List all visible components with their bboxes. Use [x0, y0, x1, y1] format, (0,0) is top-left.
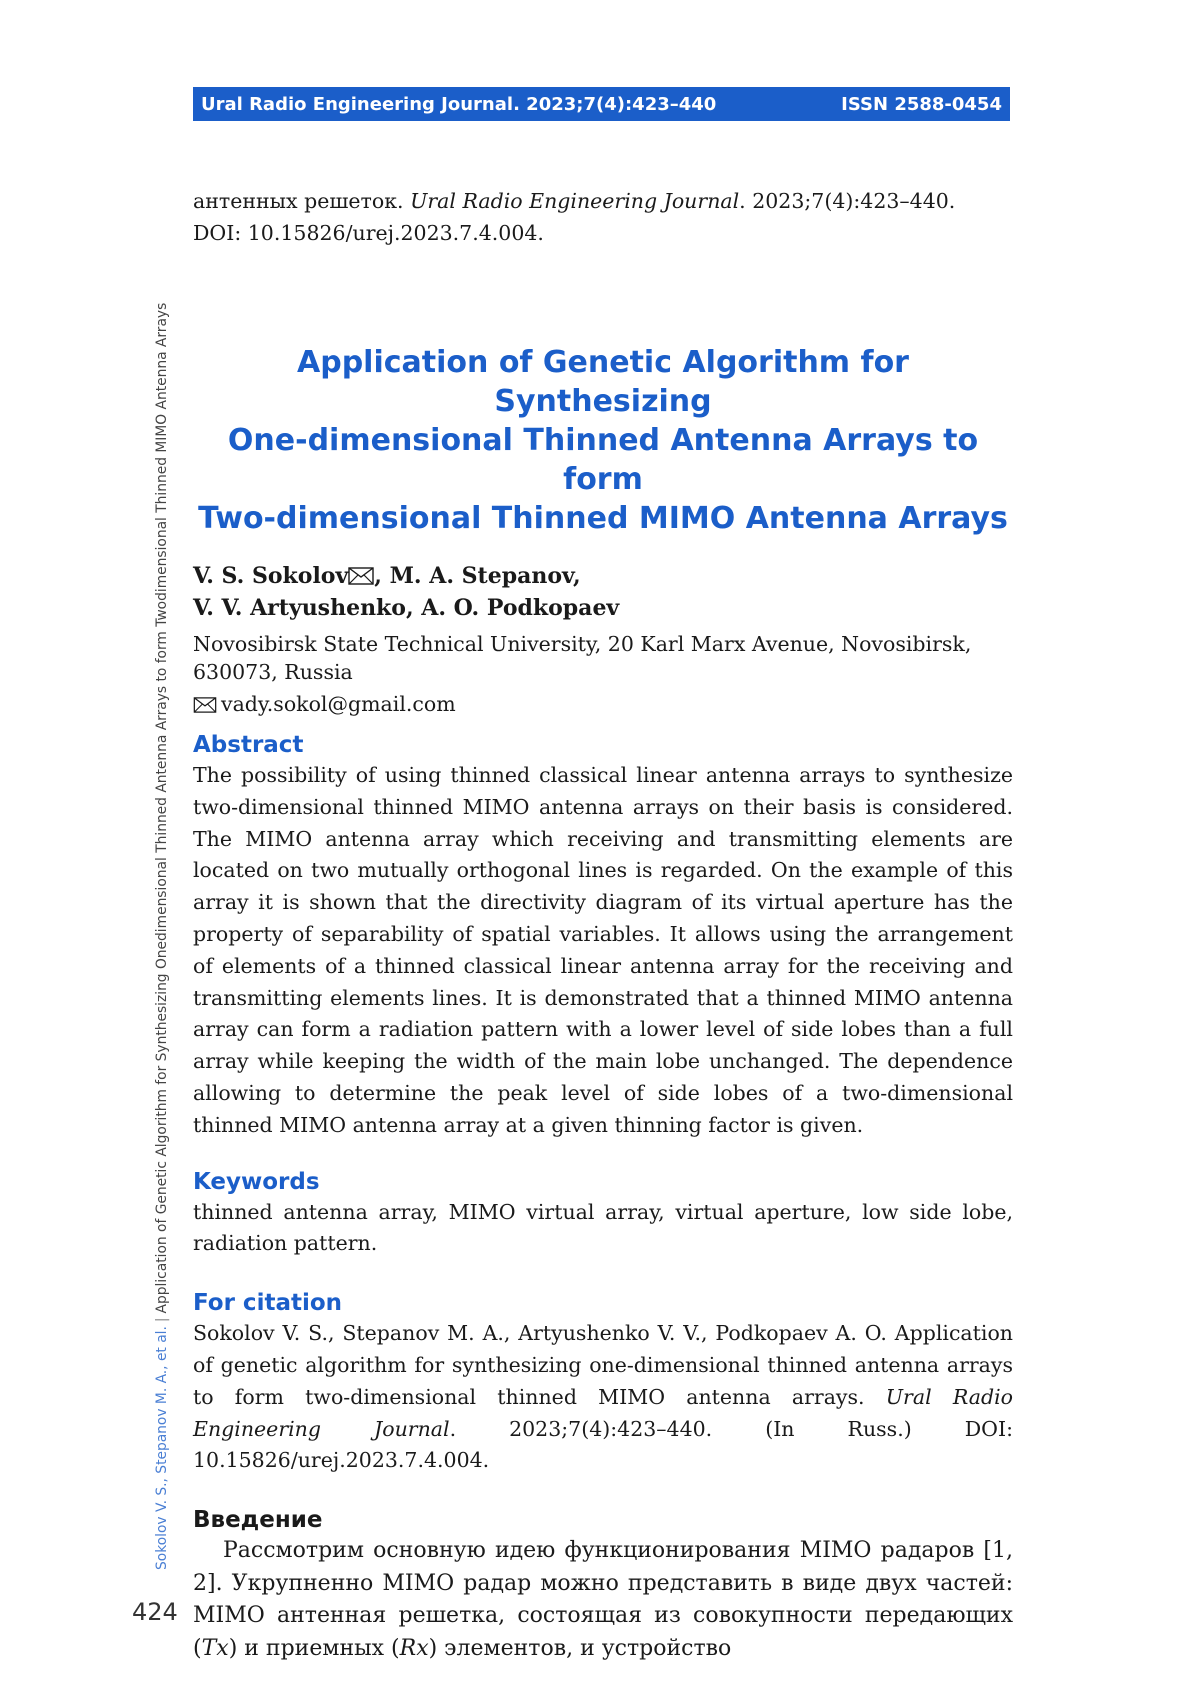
author-1: V. S. Sokolov: [193, 563, 349, 589]
affiliation: Novosibirsk State Technical University, 20 Karl Marx Avenue, Novosibirsk, 630073, Russia: [193, 632, 972, 684]
top-citation: [193, 185, 1013, 249]
article-title: [193, 343, 1013, 538]
page-number: 424: [132, 1598, 178, 1626]
article-body: [193, 185, 1013, 1665]
citation-tail: . 2023;7(4):423–440. (In Russ.) DOI: 10.15826/urej.2023.7.4.004.: [193, 1416, 1013, 1473]
top-citation-journal: Ural Radio Engineering Journal: [410, 189, 740, 213]
intro-tx: Tx: [201, 1635, 229, 1661]
citation-journal: Ural Radio Engineering Journal: [193, 1384, 1013, 1441]
author-2: , M. A. Stepanov,: [374, 563, 581, 589]
authors: [193, 560, 1013, 624]
email-address[interactable]: vady.sokol@gmail.com: [221, 692, 456, 716]
top-citation-prefix: антенных решеток.: [193, 189, 404, 213]
intro-text-1: Рассмотрим основную идею функционирования MIMO радаров [1, 2]. Укрупненно MIMO радар можно представить в виде двух частей: MIMO антенная решетка, состоящая из совокупности передающих (: [193, 1538, 1013, 1661]
running-side-title: [154, 303, 170, 1570]
intro-heading: Введение: [193, 1507, 323, 1534]
journal-name: Ural Radio Engineering Journal. 2023;7(4):423–440: [201, 93, 717, 115]
intro-paragraph: [193, 1535, 1013, 1665]
keywords-text: thinned antenna array, MIMO virtual array, virtual aperture, low side lobe, radiation pattern.: [193, 1199, 1013, 1256]
abstract-text: The possibility of using thinned classical linear antenna arrays to synthesize two-dimensional thinned MIMO antenna arrays on their basis is considered. The MIMO antenna array which receiving and transmitting elements are located on two mutually orthogonal lines is regarded. On the example of this array it is shown that the directivity diagram of its virtual aperture has the property of separability of spatial variables. It allows using the arrangement of elements of a thinned classical linear antenna array for the receiving and transmitting elements lines. It is demonstrated that a thinned MIMO antenna array can form a radiation pattern with a lower level of side lobes than a full array while keeping the width of the main lobe unchanged. The dependence allowing to determine the peak level of side lobes of a two-dimensional thinned MIMO antenna array at a given thinning factor is given.: [193, 763, 1013, 1137]
side-authors: Sokolov V. S., Stepanov M. A., et al.: [154, 1326, 170, 1570]
citation-main: Sokolov V. S., Stepanov M. A., Artyushenko V. V., Podkopaev A. O. Application of genetic algorithm for synthesizing one-dimensional thinned antenna arrays to form two-dimensional thinned MIMO antenna arrays.: [193, 1321, 1013, 1409]
citation-heading: For citation: [193, 1290, 343, 1317]
citation-text: [193, 1318, 1013, 1477]
side-title: Application of Genetic Algorithm for Synthesizing Onedimensional Thinned Antenna Arrays to form Twodimensional Thinned MIMO Antenna Arrays: [154, 302, 170, 1314]
journal-header-bar: [193, 87, 1010, 121]
title-line-1: Application of Genetic Algorithm for Synthesizing: [297, 345, 909, 419]
title-line-3: Two-dimensional Thinned MIMO Antenna Arrays: [198, 501, 1008, 536]
mail-icon: [193, 697, 217, 713]
abstract-heading: Abstract: [193, 732, 304, 758]
top-citation-doi: DOI: 10.15826/urej.2023.7.4.004.: [193, 221, 544, 245]
mail-icon: [348, 567, 374, 585]
keywords-heading: Keywords: [193, 1168, 320, 1195]
intro-rx: Rx: [399, 1635, 429, 1661]
issn: ISSN 2588-0454: [841, 93, 1002, 115]
authors-line-2: V. V. Artyushenko, A. O. Podkopaev: [193, 595, 620, 621]
intro-text-2: ) и приемных (: [228, 1635, 400, 1661]
side-separator: |: [154, 1317, 170, 1323]
title-line-2: One-dimensional Thinned Antenna Arrays to form: [227, 423, 979, 497]
top-citation-suffix: . 2023;7(4):423–440.: [739, 189, 956, 213]
email-line: [193, 690, 1013, 718]
intro-text-3: ) элементов, и устройство: [428, 1635, 732, 1661]
